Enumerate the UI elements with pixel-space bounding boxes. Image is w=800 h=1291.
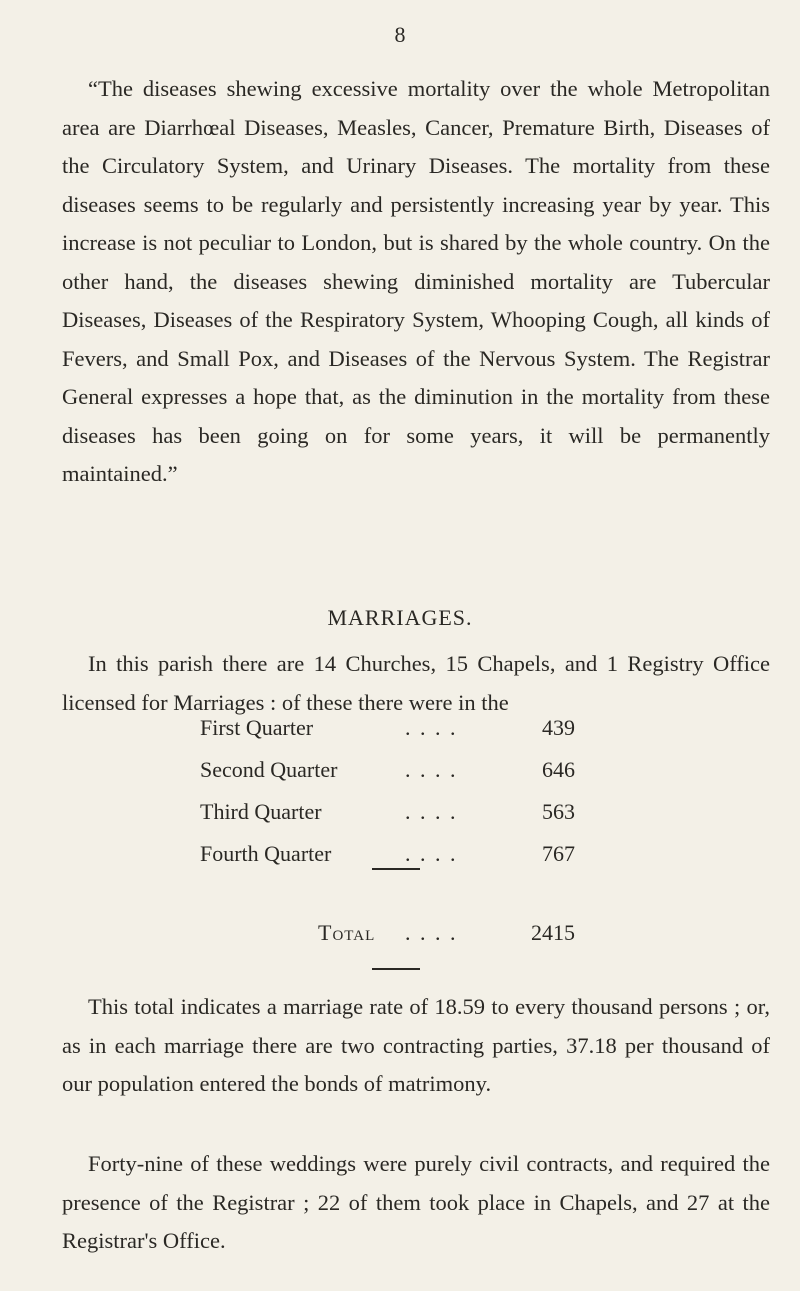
row-value: 646 <box>542 757 575 782</box>
page-number: 8 <box>394 22 406 47</box>
row-label: Third Quarter <box>200 799 322 824</box>
table-row <box>200 799 630 841</box>
row-leader-dots: . . . . <box>405 715 458 740</box>
total-value: 2415 <box>531 920 575 945</box>
row-value: 439 <box>542 715 575 740</box>
civil-contracts-paragraph: Forty-nine of these weddings were purely civil contracts, and required the presence of the Registrar ; 22 of them took place in Chapels, and 27 at the Registrar's Office. <box>62 1151 770 1253</box>
section-heading: MARRIAGES. <box>327 605 473 630</box>
row-leader-dots: . . . . <box>405 757 458 782</box>
table-row <box>200 715 630 757</box>
table-row <box>200 757 630 799</box>
row-label: Second Quarter <box>200 757 338 782</box>
row-value: 767 <box>542 841 575 866</box>
intro-paragraph: In this parish there are 14 Churches, 15 Chapels, and 1 Registry Office licensed for Marriages : of these there were in the <box>62 651 770 715</box>
row-leader-dots: . . . . <box>405 841 458 866</box>
table-row <box>200 841 630 883</box>
rate-paragraph: This total indicates a marriage rate of 18.59 to every thousand persons ; or, as in each marriage there are two contracting parties, 37.18 per thousand of our population entered the bonds of matrimony. <box>62 994 770 1096</box>
quote-paragraph: “The diseases shewing excessive mortality over the whole Metropolitan area are Diarrhœal Diseases, Measles, Cancer, Premature Birth, Diseases of the Circulatory System, and Urinary Diseases. The mortality from these diseases seems to be regularly and persistently increasing year by year. This increase is not peculiar to London, but is shared by the whole country. On the other hand, the diseases shewing diminished mortality are Tubercular Diseases, Diseases of the Respiratory System, Whooping Cough, all kinds of Fevers, and Small Pox, and Diseases of the Nervous System. The Registrar General expresses a hope that, as the diminution in the mortality from these diseases has been going on for some years, it will be permanently maintained.” <box>62 76 770 486</box>
row-label: First Quarter <box>200 715 314 740</box>
row-leader-dots: . . . . <box>405 799 458 824</box>
total-rule-bottom <box>372 968 420 970</box>
row-label: Fourth Quarter <box>200 841 332 866</box>
total-leader-dots: . . . . <box>405 920 458 945</box>
total-rule-top <box>372 868 420 870</box>
marriages-table <box>200 715 630 883</box>
row-value: 563 <box>542 799 575 824</box>
total-label: Total <box>318 920 376 945</box>
